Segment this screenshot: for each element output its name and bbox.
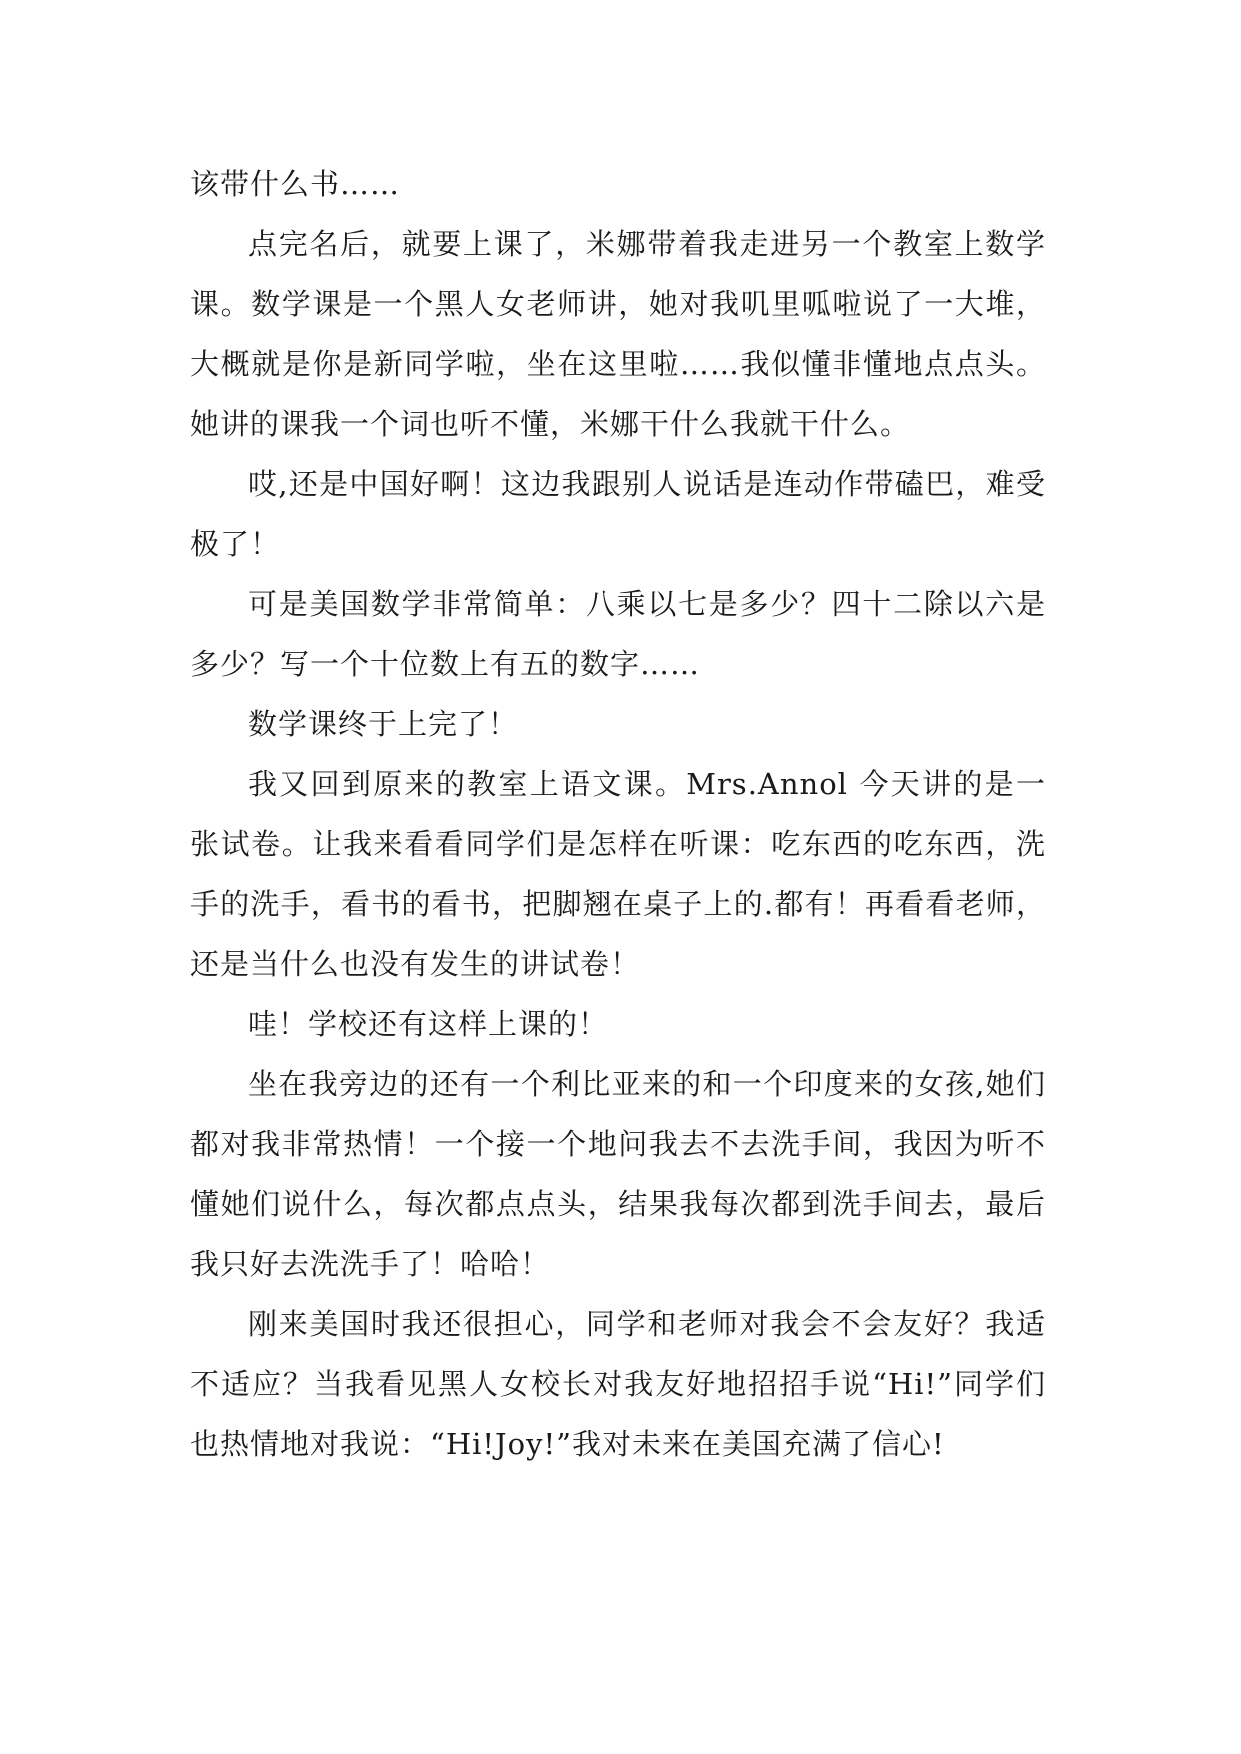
paragraph-5: 数学课终于上完了！ (248, 707, 519, 741)
paragraph-1: 该带什么书…… (190, 167, 401, 201)
paragraph-4: 可是美国数学非常简单：八乘以七是多少？四十二除以六是多少？写一个十位数上有五的数字…… (190, 587, 1046, 681)
paragraph-9: 刚来美国时我还很担心，同学和老师对我会不会友好？我适不适应？当我看见黑人女校长对我友好地招招手说“Hi!”同学们也热情地对我说：“Hi!Joy!”我对未来在美国充满了信心! (190, 1307, 1046, 1461)
paragraph-6: 我又回到原来的教室上语文课。Mrs.Annol 今天讲的是一张试卷。让我来看看同学们是怎样在听课：吃东西的吃东西，洗手的洗手，看书的看书，把脚翘在桌子上的.都有！再看看老师，还是当什么也没有发生的讲试卷！ (190, 767, 1046, 981)
paragraph-2: 点完名后，就要上课了，米娜带着我走进另一个教室上数学课。数学课是一个黑人女老师讲，她对我叽里呱啦说了一大堆，大概就是你是新同学啦，坐在这里啦……我似懂非懂地点点头。她讲的课我一个词也听不懂，米娜干什么我就干什么。 (190, 227, 1046, 441)
paragraph-8: 坐在我旁边的还有一个利比亚来的和一个印度来的女孩,她们都对我非常热情！一个接一个地问我去不去洗手间，我因为听不懂她们说什么，每次都点点头，结果我每次都到洗手间去，最后我只好去洗洗手了！哈哈！ (190, 1067, 1046, 1281)
document-page (190, 154, 1046, 1474)
paragraph-7: 哇！学校还有这样上课的！ (248, 1007, 609, 1041)
paragraph-3: 哎,还是中国好啊！这边我跟别人说话是连动作带磕巴，难受极了！ (190, 467, 1046, 561)
